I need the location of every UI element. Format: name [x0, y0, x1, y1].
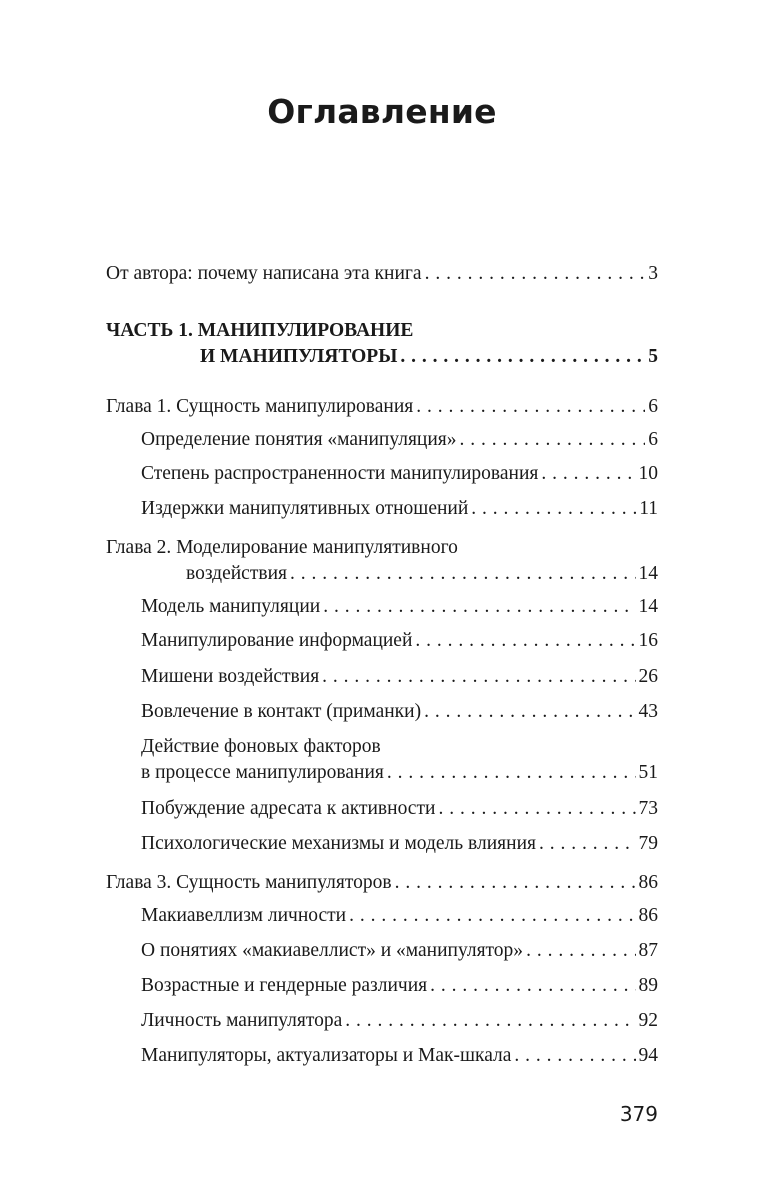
- toc-entry-title: Манипулирование информацией: [141, 630, 413, 651]
- toc-entry-page: 86: [638, 872, 658, 893]
- toc-entry-title: в процессе манипулирования: [141, 762, 384, 783]
- leader-dots: [438, 796, 635, 822]
- toc-entry-page: 11: [639, 498, 658, 519]
- toc-entry-page: 3: [648, 263, 658, 284]
- toc-entry-title-line1: ЧАСТЬ 1. МАНИПУЛИРОВАНИЕ: [106, 320, 414, 341]
- toc-entry-section[interactable]: [141, 1008, 658, 1034]
- leader-dots: [395, 870, 636, 896]
- toc-entry-section[interactable]: [141, 973, 658, 999]
- toc-entry-title: Модель манипуляции: [141, 596, 321, 617]
- toc-entry-part-1[interactable]: [106, 318, 658, 370]
- toc-entry-section[interactable]: [141, 796, 658, 822]
- toc-entry-title: Побуждение адресата к активности: [141, 798, 436, 819]
- leader-dots: [387, 760, 636, 786]
- leader-dots: [526, 938, 635, 964]
- toc-entry-title: Степень распространенности манипулирования: [141, 463, 539, 484]
- toc-entry-title: От автора: почему написана эта книга: [106, 263, 422, 284]
- leader-dots: [416, 394, 645, 420]
- leader-dots: [349, 903, 635, 929]
- toc-entry-page: 14: [638, 596, 658, 617]
- page-title: Оглавление: [267, 92, 497, 131]
- leader-dots: [541, 461, 635, 487]
- leader-dots: [425, 261, 646, 287]
- toc-entry-chapter-1[interactable]: [106, 394, 658, 420]
- toc-entry-page: 14: [638, 563, 658, 584]
- toc-entry-title: Мишени воздействия: [141, 666, 320, 687]
- leader-dots: [345, 1008, 635, 1034]
- toc-entry-title-line1: Глава 2. Моделирование манипулятивного: [106, 537, 458, 558]
- toc-entry-title: Макиавеллизм личности: [141, 905, 347, 926]
- toc-entry-page: 43: [638, 701, 658, 722]
- toc-entry-title-line1: Действие фоновых факторов: [141, 736, 381, 757]
- toc-entry-section[interactable]: [141, 427, 658, 453]
- toc-entry-section[interactable]: [141, 903, 658, 929]
- toc-entry-title: Глава 3. Сущность манипуляторов: [106, 872, 392, 893]
- toc-entry-page: 79: [638, 833, 658, 854]
- leader-dots: [424, 699, 635, 725]
- toc-entry-page: 10: [638, 463, 658, 484]
- toc-entry-title: Личность манипулятора: [141, 1010, 343, 1031]
- toc-entry-section[interactable]: [141, 461, 658, 487]
- page-number: 379: [619, 1102, 658, 1126]
- leader-dots: [430, 973, 635, 999]
- toc-entry-chapter-3[interactable]: [106, 870, 658, 896]
- toc-entry-page: 51: [638, 762, 658, 783]
- toc-entry-page: 16: [638, 630, 658, 651]
- toc-entry-section[interactable]: [141, 1043, 658, 1069]
- leader-dots: [539, 831, 636, 857]
- toc-entry-page: 6: [648, 396, 658, 417]
- toc-entry-section[interactable]: [141, 664, 658, 690]
- toc-entry-section[interactable]: [141, 938, 658, 964]
- leader-dots: [514, 1043, 635, 1069]
- toc-entry-title: Вовлечение в контакт (приманки): [141, 701, 422, 722]
- toc-entry-section[interactable]: [141, 831, 658, 857]
- toc-entry-section[interactable]: [141, 628, 658, 654]
- toc-entry-section[interactable]: [141, 699, 658, 725]
- leader-dots: [415, 628, 635, 654]
- toc-entry-page: 94: [638, 1045, 658, 1066]
- leader-dots: [471, 496, 636, 522]
- toc-entry-title: Глава 1. Сущность манипулирования: [106, 396, 414, 417]
- toc-entry-title: Возрастные и гендерные различия: [141, 975, 428, 996]
- toc-entry-section[interactable]: [141, 594, 658, 620]
- toc-entry-section[interactable]: [141, 734, 658, 786]
- toc-entry-page: 5: [648, 346, 658, 367]
- toc-entry-title: Манипуляторы, актуализаторы и Мак-шкала: [141, 1045, 512, 1066]
- toc-entry-title: Определение понятия «манипуляция»: [141, 429, 457, 450]
- leader-dots: [323, 594, 635, 620]
- toc-entry-page: 86: [638, 905, 658, 926]
- toc-entry-page: 6: [648, 429, 658, 450]
- leader-dots: [460, 427, 646, 453]
- toc-entry-page: 73: [638, 798, 658, 819]
- toc-entry-chapter-2[interactable]: [106, 535, 658, 587]
- toc-entry-page: 26: [638, 666, 658, 687]
- toc-entry-title: воздействия: [186, 563, 287, 584]
- toc-entry-section[interactable]: [141, 496, 658, 522]
- toc-entry-preface[interactable]: [106, 261, 658, 287]
- toc-entry-title: Издержки манипулятивных отношений: [141, 498, 469, 519]
- toc-entry-title: И МАНИПУЛЯТОРЫ: [200, 346, 398, 367]
- leader-dots: [400, 344, 645, 370]
- toc-entry-title: О понятиях «макиавеллист» и «манипулятор»: [141, 940, 524, 961]
- toc-entry-title: Психологические механизмы и модель влияния: [141, 833, 536, 854]
- toc-entry-page: 89: [638, 975, 658, 996]
- toc-entry-page: 87: [638, 940, 658, 961]
- toc-entry-page: 92: [638, 1010, 658, 1031]
- leader-dots: [290, 561, 636, 587]
- leader-dots: [322, 664, 635, 690]
